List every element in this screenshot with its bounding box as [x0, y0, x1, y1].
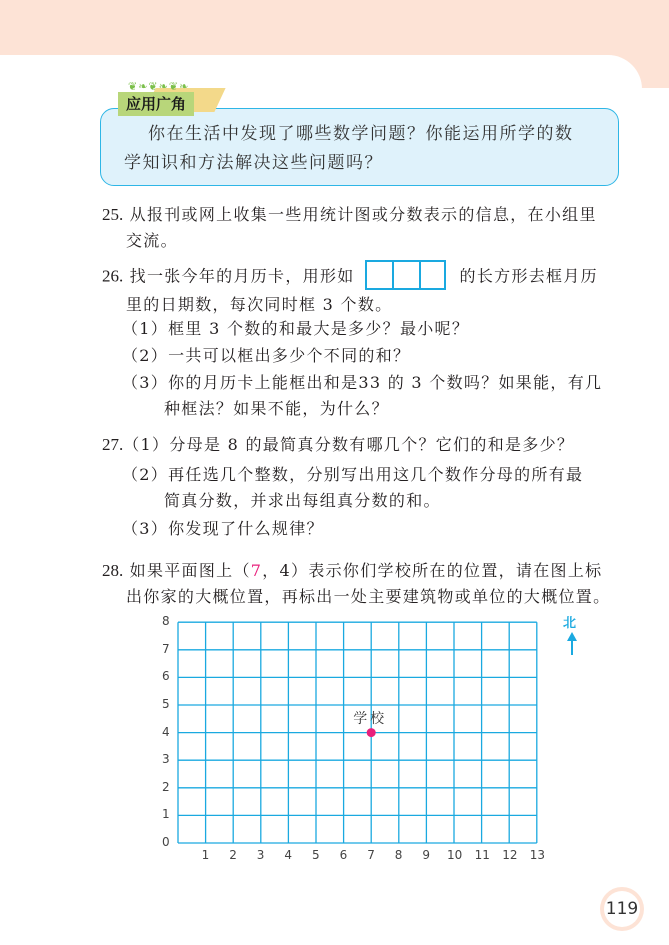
x-tick-label: 13: [529, 848, 546, 862]
application-corner-badge: 应用广角: [118, 92, 194, 116]
x-tick-label: 12: [502, 848, 518, 862]
school-label: 学校: [353, 710, 388, 727]
sub-label: （1）: [122, 319, 169, 338]
page-number-badge: [600, 887, 644, 931]
north-indicator: [563, 612, 576, 631]
y-tick-label: 1: [162, 807, 170, 822]
question-text: 如果平面图上（: [129, 561, 251, 580]
y-tick-label: 4: [162, 724, 170, 739]
app-text-line2: 学知识和方法解决这些问题吗？: [124, 153, 383, 173]
coordinate-x: 7: [250, 561, 263, 580]
page-number: 119: [604, 891, 640, 927]
y-tick-label: 3: [162, 752, 170, 767]
sub-label: （3）: [122, 373, 169, 392]
sub-text: 框里 3 个数的和最大是多少？最小呢？: [168, 319, 470, 338]
sub-text: 你的月历卡上能框出和是33 的 3 个数吗？如果能，有几: [168, 373, 603, 392]
y-tick-label: 8: [162, 614, 170, 629]
sub-text: 再任选几个整数，分别写出用这几个数作分母的所有最: [168, 465, 584, 484]
y-tick-label: 7: [162, 641, 170, 656]
x-tick-label: 3: [256, 848, 265, 862]
sub-label: （1）: [123, 435, 170, 454]
x-tick-label: 11: [474, 848, 490, 862]
sub-text-cont: 种框法？如果不能，为什么？: [164, 399, 389, 418]
question-number: 28.: [102, 561, 124, 580]
x-tick-label: 1: [201, 848, 210, 862]
y-tick-label: 6: [162, 669, 170, 684]
north-label: 北: [563, 616, 577, 631]
sub-label: （2）: [122, 465, 169, 484]
x-tick-label: 10: [447, 848, 463, 862]
x-tick-label: 7: [367, 848, 375, 862]
sub-text: 一共可以框出多少个不同的和？: [168, 346, 411, 365]
sub-label: （2）: [122, 346, 169, 365]
sub-text: 分母是 8 的最简真分数有哪几个？它们的和是多少？: [169, 435, 575, 454]
question-text: 从报刊或网上收集一些用统计图或分数表示的信息，在小组里: [129, 205, 597, 224]
sub-text-cont: 简真分数，并求出每组真分数的和。: [164, 491, 441, 510]
question-text-cont: 交流。: [126, 231, 178, 250]
y-tick-label: 2: [162, 779, 170, 794]
x-tick-label: 9: [422, 848, 431, 862]
question-text-mid: ，4）表示你们学校所在的位置，请在图上标: [262, 561, 603, 580]
application-corner-text: [124, 120, 610, 178]
x-tick-label: 2: [229, 848, 237, 862]
sub-text: 你发现了什么规律？: [168, 519, 324, 538]
question-number: 25.: [102, 205, 124, 224]
question-text-cont: 里的日期数，每次同时框 3 个数。: [126, 295, 393, 314]
sub-label: （3）: [122, 519, 169, 538]
x-tick-label: 8: [394, 848, 403, 862]
app-text-line1: 你在生活中发现了哪些数学问题？你能运用所学的数: [148, 124, 574, 144]
x-tick-label: 6: [339, 848, 348, 862]
x-tick-label: 5: [312, 848, 320, 862]
leaf-decoration-icon: ❦❧❦❧❦❧: [128, 80, 190, 93]
question-text-after: 的长方形去框月历: [459, 266, 598, 286]
question-text: 找一张今年的月历卡，用形如: [129, 266, 355, 286]
question-number: 27.: [102, 435, 124, 454]
x-tick-label: 4: [284, 848, 293, 862]
question-number: 26.: [102, 266, 124, 286]
school-point-icon: [367, 728, 376, 737]
y-tick-label: 0: [162, 835, 170, 849]
y-tick-label: 5: [162, 697, 170, 711]
question-text-cont: 出你家的大概位置，再标出一处主要建筑物或单位的大概位置。: [126, 587, 611, 606]
north-arrow-icon: [565, 632, 579, 656]
